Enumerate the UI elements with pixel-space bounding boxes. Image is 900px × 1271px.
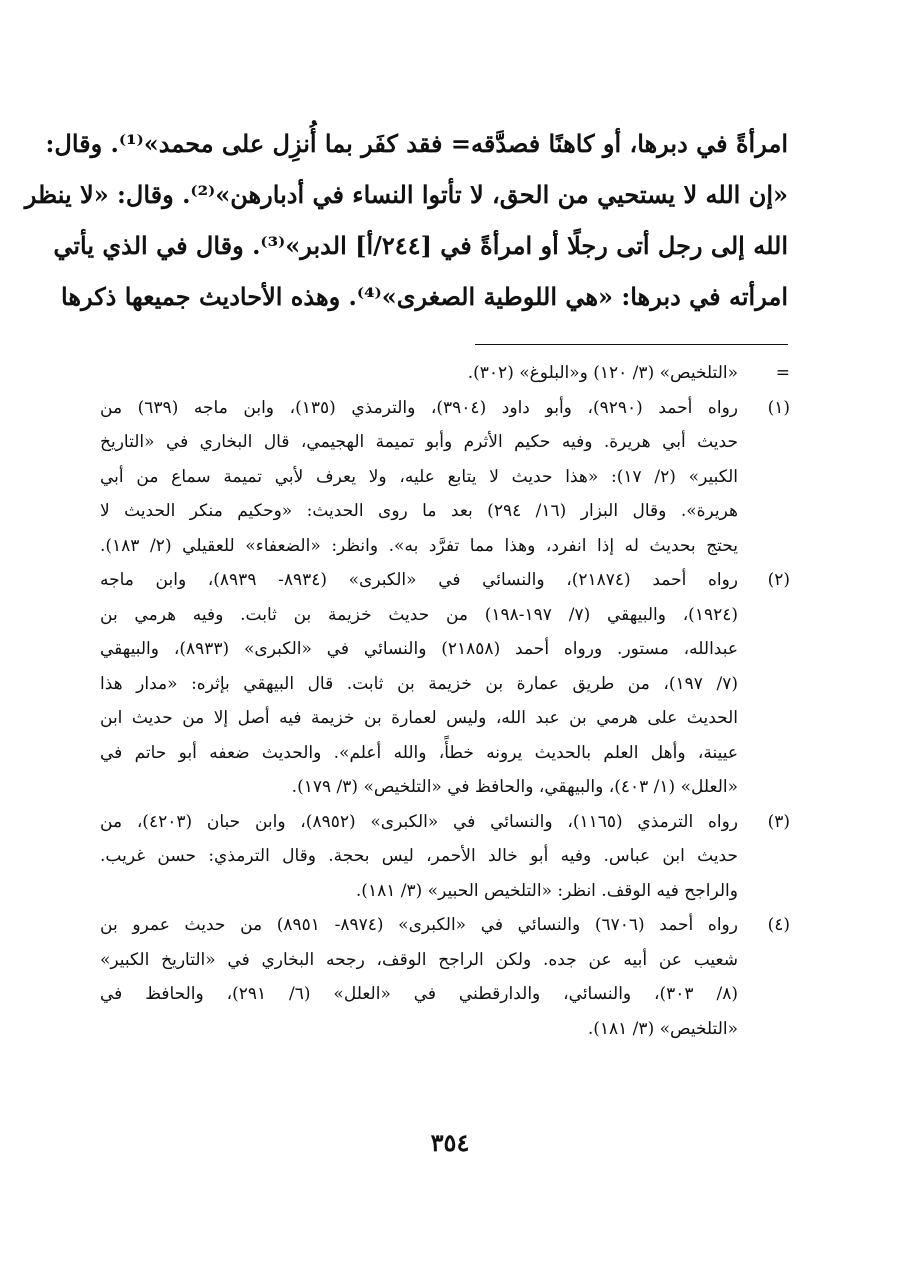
footnote-line: الكبير» (٢/ ١٧): «هذا حديث لا يتابع عليه، ولا يعرف لأبي تميمة سماع من أبي	[100, 466, 738, 487]
main-text-line: امرأته في دبرها: «هي اللوطية الصغرى»⁽⁴⁾. وهذه الأحاديث جميعها ذكرها	[61, 282, 788, 311]
footnote-line: رواه الترمذي (١١٦٥)، والنسائي في «الكبرى» (٨٩٥٢)، وابن حبان (٤٢٠٣)، من	[100, 811, 738, 832]
footnotes-section	[100, 356, 790, 1046]
footnote-number: (١)	[767, 397, 790, 418]
main-text-line: الله إلى رجل أتى رجلًا أو امرأةً في [٢٤٤/أ] الدبر»⁽³⁾. وقال في الذي يأتي	[53, 231, 788, 260]
footnote-2	[100, 563, 790, 805]
footnote-line: رواه أحمد (٢١٨٧٤)، والنسائي في «الكبرى» (٨٩٣٤- ٨٩٣٩)، وابن ماجه	[100, 570, 738, 590]
footnote-line: والراجح فيه الوقف. انظر: «التلخيص الحبير» (٣/ ١٨١).	[355, 880, 738, 901]
footnote-line: «التلخيص» (٣/ ١٢٠) و«البلوغ» (٣٠٢).	[467, 363, 738, 383]
footnote-line: حديث ابن عباس. وفيه أبو خالد الأحمر، ليس بحجة. وقال الترمذي: حسن غريب.	[100, 846, 738, 866]
footnote-line: «العلل» (١/ ٤٠٣)، والبيهقي، والحافظ في «التلخيص» (٣/ ١٧٩).	[291, 777, 738, 797]
main-text-block	[24, 118, 788, 322]
continuation-marker: =	[775, 363, 790, 383]
footnote-line: عبدالله، مستور. ورواه أحمد (٢١٨٥٨) والنسائي في «الكبرى» (٨٩٣٣)، والبيهقي	[100, 639, 739, 659]
footnote-line: عيينة، وأهل العلم بالحديث يرونه خطأً، والله أعلم». والحديث ضعفه أبو حاتم في	[100, 742, 738, 763]
footnote-separator	[475, 344, 788, 345]
footnote-4	[100, 908, 790, 1046]
footnote-1	[100, 391, 790, 564]
footnote-3	[100, 805, 790, 909]
footnote-continuation	[100, 356, 790, 391]
footnote-line: «التلخيص» (٣/ ١٨١).	[587, 1018, 738, 1039]
footnote-number: (٤)	[767, 915, 790, 935]
footnote-line: حديث أبي هريرة. وفيه حكيم الأثرم وأبو تميمة الهجيمي، قال البخاري في «التاريخ	[100, 432, 738, 452]
main-text-line: امرأةً في دبرها، أو كاهنًا فصدَّقه= فقد كفَر بما أُنزِل على محمد»⁽¹⁾. وقال:	[45, 129, 788, 158]
footnote-line: (٨/ ٣٠٣)، والنسائي، والدارقطني في «العلل» (٦/ ٢٩١)، والحافظ في	[100, 984, 738, 1004]
footnote-line: (٧/ ١٩٧)، من طريق عمارة بن خزيمة بن ثابت. قال البيهقي بإثره: «مدار هذا	[100, 673, 738, 694]
footnote-line: رواه أحمد (٩٢٩٠)، وأبو داود (٣٩٠٤)، والترمذي (١٣٥)، وابن ماجه (٦٣٩) من	[100, 397, 738, 418]
footnote-line: رواه أحمد (٦٧٠٦) والنسائي في «الكبرى» (٨٩٧٤- ٨٩٥١) من حديث عمرو بن	[100, 915, 738, 935]
footnote-line: (١٩٢٤)، والبيهقي (٧/ ١٩٧-١٩٨) من حديث خزيمة بن ثابت. وفيه هرمي بن	[100, 604, 738, 625]
footnote-line: هريرة». وقال البزار (١٦/ ٢٩٤) بعد ما روى الحديث: «وحكيم منكر الحديث لا	[100, 501, 738, 521]
footnote-number: (٢)	[767, 570, 790, 590]
footnote-number: (٣)	[767, 811, 790, 832]
footnote-line: شعيب عن أبيه عن جده. ولكن الراجح الوقف، رجحه البخاري في «التاريخ الكبير»	[100, 949, 738, 970]
footnote-line: يحتج بحديث له إذا انفرد، وهذا مما تفرَّد به». وانظر: «الضعفاء» للعقيلي (٢/ ١٨٣).	[100, 535, 738, 556]
main-text-line: «إن الله لا يستحيي من الحق، لا تأتوا النساء في أدبارهن»⁽²⁾. وقال: «لا ينظر	[24, 180, 788, 209]
page-number: ٣٥٤	[430, 1128, 470, 1157]
footnote-line: الحديث على هرمي بن عبد الله، وليس لعمارة بن خزيمة فيه أصل إلا من حديث ابن	[100, 708, 738, 728]
